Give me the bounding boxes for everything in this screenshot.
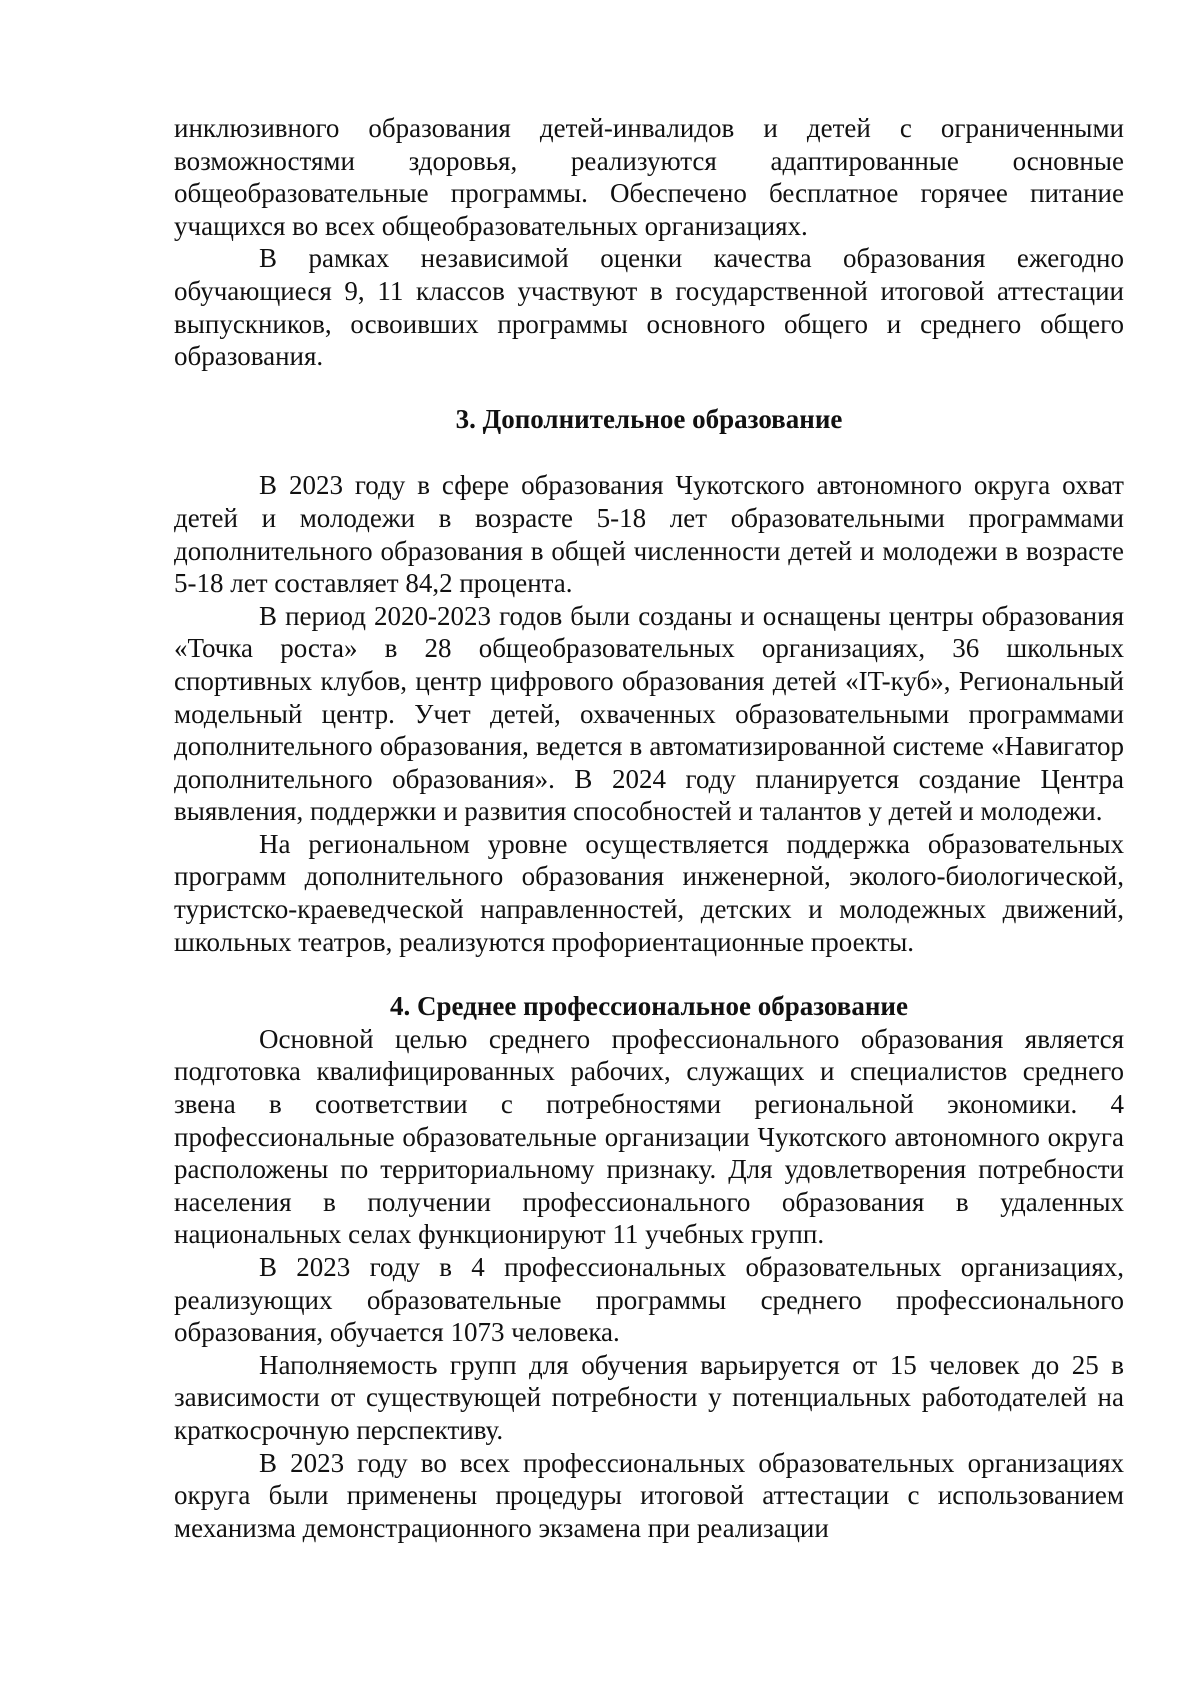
spacer <box>174 435 1124 469</box>
spacer <box>174 958 1124 990</box>
paragraph-students-count: В 2023 году в 4 профессиональных образовательных организациях, реализующих образовательные программы среднего профессионального образования, обучается 1073 человека. <box>174 1252 1124 1348</box>
paragraph-coverage: В 2023 году в сфере образования Чукотского автономного округа охват детей и молодежи в возрасте 5-18 лет образовательными программами дополнительного образования в общей численности детей и молодежи в возрасте 5-18 лет составляет 84,2 процента. <box>174 470 1124 599</box>
document-page <box>174 112 1124 1544</box>
paragraph-quality-assessment: В рамках независимой оценки качества образования ежегодно обучающиеся 9, 11 классов участвуют в государственной итоговой аттестации выпускников, освоивших программы основного общего и среднего общего образования. <box>174 243 1124 372</box>
paragraph-regional-support: На региональном уровне осуществляется поддержка образовательных программ дополнительного образования инженерной, эколого-биологической, туристско-краеведческой направленностей, детских и молодежных движений, школьных театров, реализуются профориентационные проекты. <box>174 828 1124 957</box>
paragraph-centers: В период 2020-2023 годов были созданы и оснащены центры образования «Точка роста» в 28 общеобразовательных организациях, 36 школьных спортивных клубов, центр цифрового образования детей «IT-куб», Региональный модельный центр. Учет детей, охваченных образовательными программами дополнительного образования, ведется в автоматизированной системе «Навигатор дополнительного образования». В 2024 году планируется создание Центра выявления, поддержки и развития способностей и талантов у детей и молодежи. <box>174 600 1124 827</box>
paragraph-main-goal: Основной целью среднего профессионального образования является подготовка квалифицированных рабочих, служащих и специалистов среднего звена в соответствии с потребностями региональной экономики. 4 профессиональные образовательные организации Чукотского автономного округа расположены по территориальному признаку. Для удовлетворения потребности населения в получении профессионального образования в удаленных национальных селах функционируют 11 учебных групп. <box>174 1023 1124 1250</box>
section-4-heading: 4. Среднее профессиональное образование <box>390 991 908 1022</box>
paragraph-attestation: В 2023 году во всех профессиональных образовательных организациях округа были применены процедуры итоговой аттестации с использованием механизма демонстрационного экзамена при реализации <box>174 1447 1124 1543</box>
section-3-heading: 3. Дополнительное образование <box>455 403 843 434</box>
paragraph-inclusive-education: инклюзивного образования детей-инвалидов и детей с ограниченными возможностями здоровья, реализуются адаптированные основные общеобразовательные программы. Обеспечено бесплатное горячее питание учащихся во всех общеобразовательных организациях. <box>174 113 1124 241</box>
paragraph-group-size: Наполняемость групп для обучения варьируется от 15 человек до 25 в зависимости от существующей потребности у потенциальных работодателей на краткосрочную перспективу. <box>174 1349 1124 1445</box>
spacer <box>174 373 1124 403</box>
